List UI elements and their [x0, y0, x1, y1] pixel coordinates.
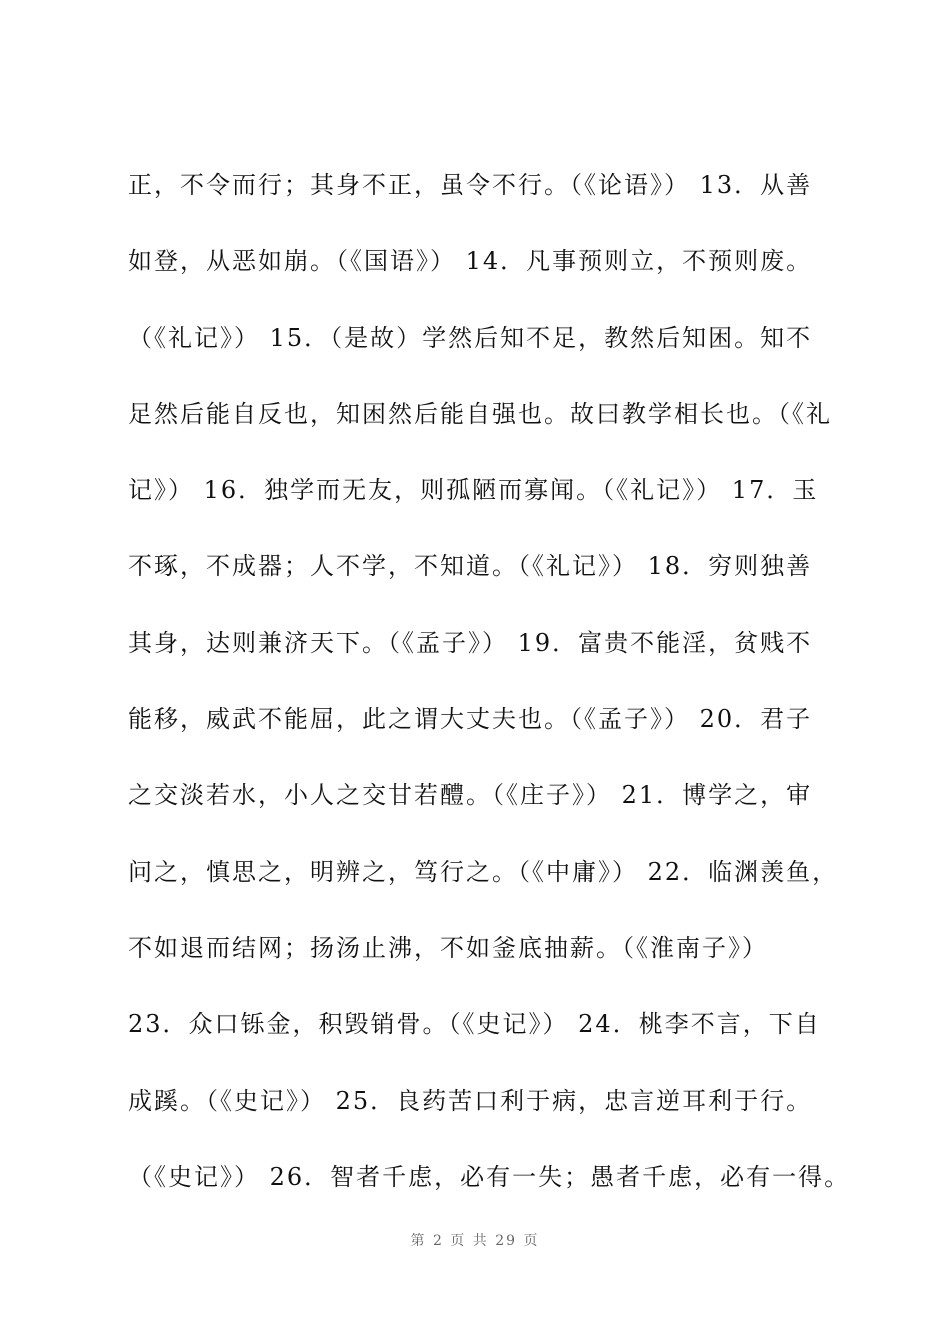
text-line: 问之，慎思之，明辨之，笃行之。（《中庸》） 22．临渊羡鱼， — [128, 857, 839, 886]
text-line: （《史记》） 26．智者千虑，必有一失；愚者千虑，必有一得。 — [128, 1162, 851, 1191]
text-line: 能移，威武不能屈，此之谓大丈夫也。（《孟子》） 20．君子 — [128, 705, 813, 734]
page-number-footer: 第 2 页 共 29 页 — [410, 1233, 540, 1249]
text-line: 23．众口铄金，积毁销骨。（《史记》） 24．桃李不言，下自 — [128, 1010, 821, 1039]
document-body — [128, 171, 851, 1241]
text-line: 正，不令而行；其身不正，虽令不行。（《论语》） 13．从善 — [128, 171, 813, 199]
text-line: 之交淡若水，小人之交甘若醴。（《庄子》） 21．博学之，审 — [128, 781, 813, 810]
text-line: 如登，从恶如崩。（《国语》） 14．凡事预则立，不预则废。 — [128, 247, 813, 276]
text-line: 成蹊。（《史记》） 25．良药苦口利于病，忠言逆耳利于行。 — [128, 1086, 813, 1115]
text-line: （《礼记》） 15．（是故）学然后知不足，教然后知困。知不 — [128, 323, 813, 352]
text-line: 不如退而结网；扬汤止沸，不如釜底抽薪。（《淮南子》） — [128, 933, 768, 962]
text-line: 不琢，不成器；人不学，不知道。（《礼记》） 18．穷则独善 — [128, 552, 813, 581]
text-line: 其身，达则兼济天下。（《孟子》） 19．富贵不能淫，贫贱不 — [128, 628, 813, 657]
text-line: 足然后能自反也，知困然后能自强也。故曰教学相长也。（《礼 — [128, 399, 832, 428]
text-line: 记》） 16．独学而无友，则孤陋而寡闻。（《礼记》） 17．玉 — [128, 476, 819, 505]
